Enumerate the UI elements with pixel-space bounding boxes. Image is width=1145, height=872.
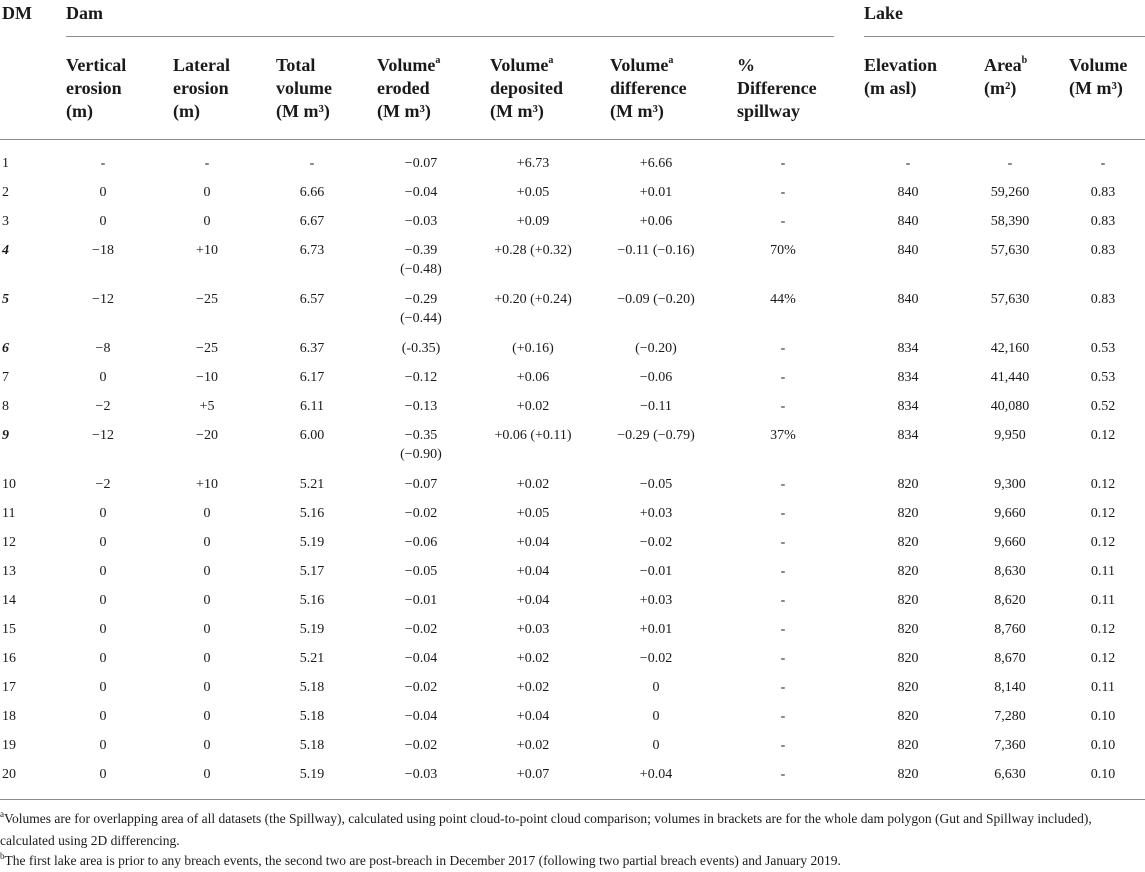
lateral-erosion-cell: −25 <box>196 292 218 307</box>
volume-cell: 0.12 <box>1090 506 1116 521</box>
table-row <box>0 291 1145 326</box>
volume-difference-cell: −0.02 <box>639 651 673 666</box>
header-rule <box>0 139 1145 140</box>
elevation-cell: 834 <box>897 428 919 443</box>
vertical-erosion-cell: 0 <box>99 767 107 782</box>
dm-cell: 8 <box>2 399 9 414</box>
lateral-erosion-cell: +10 <box>196 477 218 492</box>
footnote-a: $^a$Volumes are for overlapping area of all datasets (the Spillway), calculated using point cloud-to-point cloud comparison; volumes in brackets are for the whole dam polygon (Gut and Spillway included), calculated using 2D differencing. <box>0 809 1092 848</box>
col-header-volume-eroded: Volume$^a$ eroded (M m³) <box>377 55 441 121</box>
area-cell: 41,440 <box>990 370 1030 385</box>
volume-cell: 0.83 <box>1090 185 1116 200</box>
area-cell: 59,260 <box>990 185 1030 200</box>
vertical-erosion-cell: 0 <box>99 593 107 608</box>
table-row <box>0 476 1145 505</box>
elevation-cell: 834 <box>897 399 919 414</box>
area-cell: 57,630 <box>990 243 1030 258</box>
col-header-vertical-erosion: Vertical erosion (m) <box>66 55 127 121</box>
pct-difference-cell: 70% <box>770 243 796 258</box>
table-row <box>0 398 1145 427</box>
dm-cell: 18 <box>2 709 16 724</box>
volume-cell: 0.11 <box>1091 593 1115 608</box>
total-volume-cell: 6.57 <box>299 292 325 307</box>
total-volume-cell: 6.73 <box>299 243 325 258</box>
volume-eroded-cell: −0.35 (−0.90) <box>400 428 442 462</box>
total-volume-cell: 5.19 <box>299 622 325 637</box>
lateral-erosion-cell: 0 <box>203 622 211 637</box>
volume-cell: 0.12 <box>1090 477 1116 492</box>
vertical-erosion-cell: 0 <box>99 738 107 753</box>
volume-eroded-cell: −0.06 <box>404 535 438 550</box>
volume-cell: 0.10 <box>1090 738 1116 753</box>
volume-deposited-cell: +0.02 <box>516 738 550 753</box>
lateral-erosion-cell: 0 <box>203 564 211 579</box>
volume-cell: 0.11 <box>1091 564 1115 579</box>
vertical-erosion-cell: −2 <box>95 477 111 492</box>
volume-difference-cell: −0.06 <box>639 370 673 385</box>
lateral-erosion-cell: 0 <box>203 738 211 753</box>
vertical-erosion-cell: −8 <box>95 341 111 356</box>
volume-cell: 0.12 <box>1090 622 1116 637</box>
lateral-erosion-cell: 0 <box>203 709 211 724</box>
volume-cell: 0.83 <box>1090 292 1116 307</box>
volume-cell: 0.53 <box>1090 370 1116 385</box>
lateral-erosion-cell: −10 <box>196 370 218 385</box>
pct-difference-cell: - <box>780 738 786 753</box>
vertical-erosion-cell: −12 <box>92 292 114 307</box>
total-volume-cell: 6.17 <box>299 370 325 385</box>
volume-eroded-cell: −0.39 (−0.48) <box>400 243 442 277</box>
elevation-cell: 834 <box>897 370 919 385</box>
volume-eroded-cell: −0.05 <box>404 564 438 579</box>
total-volume-cell: 5.17 <box>299 564 325 579</box>
volume-eroded-cell: −0.02 <box>404 738 438 753</box>
area-cell: 9,660 <box>994 506 1026 521</box>
vertical-erosion-cell: - <box>100 156 106 171</box>
volume-eroded-cell: −0.02 <box>404 506 438 521</box>
volume-eroded-cell: −0.07 <box>404 156 438 171</box>
lateral-erosion-cell: +5 <box>199 399 215 414</box>
pct-difference-cell: - <box>780 564 786 579</box>
col-header-lateral-erosion: Lateral erosion (m) <box>173 55 230 121</box>
vertical-erosion-cell: 0 <box>99 214 107 229</box>
elevation-cell: 820 <box>897 564 919 579</box>
table-row <box>0 369 1145 398</box>
volume-cell: 0.52 <box>1090 399 1116 414</box>
volume-cell: 0.12 <box>1090 535 1116 550</box>
area-cell: 58,390 <box>990 214 1030 229</box>
lateral-erosion-cell: - <box>204 156 210 171</box>
volume-difference-cell: −0.11 <box>640 399 672 414</box>
pct-difference-cell: - <box>780 651 786 666</box>
volume-eroded-cell: −0.13 <box>404 399 438 414</box>
area-cell: 9,300 <box>994 477 1026 492</box>
col-header-volume: Volume (M m³) <box>1069 55 1128 98</box>
area-cell: 40,080 <box>990 399 1030 414</box>
elevation-cell: 820 <box>897 709 919 724</box>
area-cell: 8,620 <box>994 593 1026 608</box>
dm-cell: 15 <box>2 622 16 637</box>
dm-cell: 2 <box>2 185 9 200</box>
pct-difference-cell: - <box>780 767 786 782</box>
volume-difference-cell: +6.66 <box>639 156 673 171</box>
lateral-erosion-cell: −20 <box>196 428 218 443</box>
table-row <box>0 737 1145 766</box>
volume-cell: 0.83 <box>1090 243 1116 258</box>
total-volume-cell: 5.19 <box>299 535 325 550</box>
volume-eroded-cell: −0.12 <box>404 370 438 385</box>
volume-eroded-cell: −0.03 <box>404 214 438 229</box>
vertical-erosion-cell: 0 <box>99 506 107 521</box>
pct-difference-cell: - <box>780 185 786 200</box>
col-header-volume-difference: Volume$^a$ difference (M m³) <box>610 55 687 121</box>
table-row <box>0 708 1145 737</box>
volume-difference-cell: +0.04 <box>639 767 673 782</box>
volume-difference-cell: (−0.20) <box>635 341 677 356</box>
lake-group-heading: Lake <box>864 3 904 23</box>
elevation-cell: 820 <box>897 738 919 753</box>
vertical-erosion-cell: 0 <box>99 185 107 200</box>
col-header-total-volume: Total volume (M m³) <box>276 55 332 121</box>
vertical-erosion-cell: 0 <box>99 680 107 695</box>
area-cell: 9,950 <box>994 428 1026 443</box>
elevation-cell: 820 <box>897 506 919 521</box>
area-cell: 42,160 <box>990 341 1030 356</box>
elevation-cell: 820 <box>897 593 919 608</box>
volume-cell: - <box>1100 156 1106 171</box>
pct-difference-cell: - <box>780 535 786 550</box>
volume-eroded-cell: −0.03 <box>404 767 438 782</box>
total-volume-cell: 5.21 <box>299 477 325 492</box>
volume-deposited-cell: +0.03 <box>516 622 550 637</box>
total-volume-cell: 5.18 <box>299 680 325 695</box>
volume-deposited-cell: +0.02 <box>516 651 550 666</box>
table-bottom-rule <box>0 799 1145 800</box>
volume-eroded-cell: −0.04 <box>404 709 438 724</box>
dm-cell: 10 <box>2 477 16 492</box>
pct-difference-cell: 44% <box>770 292 796 307</box>
volume-eroded-cell: −0.02 <box>404 680 438 695</box>
volume-deposited-cell: +0.04 <box>516 564 550 579</box>
total-volume-cell: 6.66 <box>299 185 325 200</box>
area-cell: 57,630 <box>990 292 1030 307</box>
lateral-erosion-cell: −25 <box>196 341 218 356</box>
vertical-erosion-cell: −2 <box>95 399 111 414</box>
table-row <box>0 213 1145 242</box>
area-cell: 8,760 <box>994 622 1026 637</box>
total-volume-cell: 6.67 <box>299 214 325 229</box>
total-volume-cell: 6.37 <box>299 341 325 356</box>
volume-deposited-cell: +0.04 <box>516 709 550 724</box>
dm-cell: 17 <box>2 680 16 695</box>
elevation-cell: 840 <box>897 243 919 258</box>
volume-deposited-cell: +0.04 <box>516 593 550 608</box>
dm-cell: 4 <box>2 243 9 258</box>
table-row <box>0 621 1145 650</box>
pct-difference-cell: - <box>780 399 786 414</box>
volume-difference-cell: −0.29 (−0.79) <box>617 428 695 443</box>
table-row <box>0 505 1145 534</box>
volume-eroded-cell: −0.04 <box>404 185 438 200</box>
total-volume-cell: 6.00 <box>299 428 325 443</box>
vertical-erosion-cell: 0 <box>99 564 107 579</box>
table-row <box>0 340 1145 369</box>
volume-difference-cell: 0 <box>652 709 660 724</box>
area-cell: 8,630 <box>994 564 1026 579</box>
lateral-erosion-cell: 0 <box>203 767 211 782</box>
lake-spanner-rule <box>864 36 1145 37</box>
volume-eroded-cell: −0.04 <box>404 651 438 666</box>
vertical-erosion-cell: 0 <box>99 370 107 385</box>
elevation-cell: - <box>905 156 911 171</box>
volume-cell: 0.10 <box>1090 709 1116 724</box>
vertical-erosion-cell: 0 <box>99 651 107 666</box>
col-header-elevation: Elevation (m asl) <box>864 55 938 98</box>
volume-difference-cell: −0.02 <box>639 535 673 550</box>
footnote-b: $^b$The first lake area is prior to any breach events, the second two are post-breach in December 2017 (following two partial breach events) and January 2019. <box>0 851 841 868</box>
elevation-cell: 840 <box>897 292 919 307</box>
volume-difference-cell: −0.05 <box>639 477 673 492</box>
lateral-erosion-cell: 0 <box>203 506 211 521</box>
volume-deposited-cell: +0.02 <box>516 477 550 492</box>
pct-difference-cell: - <box>780 680 786 695</box>
total-volume-cell: 5.21 <box>299 651 325 666</box>
total-volume-cell: 5.19 <box>299 767 325 782</box>
lateral-erosion-cell: 0 <box>203 651 211 666</box>
lateral-erosion-cell: +10 <box>196 243 218 258</box>
total-volume-cell: 5.16 <box>299 506 325 521</box>
pct-difference-cell: - <box>780 506 786 521</box>
dm-cell: 6 <box>2 341 9 356</box>
dm-cell: 12 <box>2 535 16 550</box>
table-row <box>0 679 1145 708</box>
dm-cell: 7 <box>2 370 9 385</box>
elevation-cell: 840 <box>897 185 919 200</box>
dm-cell: 11 <box>2 506 16 521</box>
area-cell: 7,360 <box>994 738 1026 753</box>
pct-difference-cell: - <box>780 341 786 356</box>
lateral-erosion-cell: 0 <box>203 214 211 229</box>
area-cell: - <box>1007 156 1013 171</box>
volume-difference-cell: −0.09 (−0.20) <box>617 292 695 307</box>
dm-cell: 9 <box>2 428 9 443</box>
volume-difference-cell: +0.01 <box>639 185 673 200</box>
col-header-volume-deposited: Volume$^a$ deposited (M m³) <box>490 55 564 121</box>
volume-eroded-cell: (-0.35) <box>401 341 441 356</box>
dm-cell: 3 <box>2 214 9 229</box>
volume-cell: 0.12 <box>1090 651 1116 666</box>
area-cell: 9,660 <box>994 535 1026 550</box>
lateral-erosion-cell: 0 <box>203 680 211 695</box>
volume-deposited-cell: (+0.16) <box>512 341 554 356</box>
vertical-erosion-cell: 0 <box>99 622 107 637</box>
pct-difference-cell: - <box>780 214 786 229</box>
table-row <box>0 563 1145 592</box>
table-row <box>0 155 1145 184</box>
volume-deposited-cell: +0.20 (+0.24) <box>494 292 572 307</box>
volume-deposited-cell: +0.06 (+0.11) <box>494 428 572 443</box>
elevation-cell: 820 <box>897 767 919 782</box>
total-volume-cell: 5.18 <box>299 709 325 724</box>
volume-cell: 0.11 <box>1091 680 1115 695</box>
volume-difference-cell: −0.11 (−0.16) <box>617 243 695 258</box>
pct-difference-cell: - <box>780 477 786 492</box>
volume-cell: 0.10 <box>1090 767 1116 782</box>
lateral-erosion-cell: 0 <box>203 535 211 550</box>
elevation-cell: 820 <box>897 535 919 550</box>
table-row <box>0 592 1145 621</box>
volume-cell: 0.12 <box>1090 428 1116 443</box>
area-cell: 8,670 <box>994 651 1026 666</box>
dam-spanner-rule <box>66 36 834 37</box>
volume-deposited-cell: +0.06 <box>516 370 550 385</box>
volume-deposited-cell: +0.02 <box>516 680 550 695</box>
dm-cell: 5 <box>2 292 9 307</box>
volume-difference-cell: 0 <box>652 680 660 695</box>
volume-deposited-cell: +6.73 <box>516 156 550 171</box>
table-row <box>0 427 1145 462</box>
table-row <box>0 650 1145 679</box>
pct-difference-cell: - <box>780 370 786 385</box>
volume-deposited-cell: +0.05 <box>516 185 550 200</box>
volume-eroded-cell: −0.29 (−0.44) <box>400 292 442 326</box>
volume-deposited-cell: +0.28 (+0.32) <box>494 243 572 258</box>
volume-eroded-cell: −0.02 <box>404 622 438 637</box>
volume-difference-cell: +0.01 <box>639 622 673 637</box>
area-cell: 6,630 <box>994 767 1026 782</box>
table-row <box>0 184 1145 213</box>
area-cell: 8,140 <box>994 680 1026 695</box>
dm-cell: 14 <box>2 593 16 608</box>
volume-difference-cell: +0.03 <box>639 506 673 521</box>
col-header-pct-difference-spillway: % Difference spillway <box>737 55 817 121</box>
pct-difference-cell: - <box>780 709 786 724</box>
dm-cell: 13 <box>2 564 16 579</box>
col-header-area: Area$^b$ (m²) <box>984 55 1028 98</box>
table-row <box>0 534 1145 563</box>
volume-cell: 0.53 <box>1090 341 1116 356</box>
lateral-erosion-cell: 0 <box>203 185 211 200</box>
dm-cell: 16 <box>2 651 16 666</box>
pct-difference-cell: - <box>780 622 786 637</box>
pct-difference-cell: - <box>780 593 786 608</box>
total-volume-cell: - <box>309 156 315 171</box>
dm-cell: 19 <box>2 738 16 753</box>
volume-deposited-cell: +0.04 <box>516 535 550 550</box>
table-row <box>0 242 1145 277</box>
volume-difference-cell: +0.03 <box>639 593 673 608</box>
vertical-erosion-cell: −18 <box>92 243 114 258</box>
volume-deposited-cell: +0.02 <box>516 399 550 414</box>
dam-group-heading: Dam <box>66 3 103 23</box>
vertical-erosion-cell: 0 <box>99 709 107 724</box>
volume-deposited-cell: +0.09 <box>516 214 550 229</box>
dm-group-heading: DM <box>2 3 32 23</box>
elevation-cell: 820 <box>897 651 919 666</box>
volume-difference-cell: +0.06 <box>639 214 673 229</box>
pct-difference-cell: - <box>780 156 786 171</box>
table-row <box>0 766 1145 795</box>
volume-cell: 0.83 <box>1090 214 1116 229</box>
volume-eroded-cell: −0.01 <box>404 593 438 608</box>
volume-eroded-cell: −0.07 <box>404 477 438 492</box>
area-cell: 7,280 <box>994 709 1026 724</box>
elevation-cell: 820 <box>897 622 919 637</box>
total-volume-cell: 5.18 <box>299 738 325 753</box>
elevation-cell: 820 <box>897 477 919 492</box>
vertical-erosion-cell: −12 <box>92 428 114 443</box>
volume-difference-cell: 0 <box>652 738 660 753</box>
volume-deposited-cell: +0.05 <box>516 506 550 521</box>
total-volume-cell: 6.11 <box>300 399 324 414</box>
dm-cell: 20 <box>2 767 16 782</box>
elevation-cell: 840 <box>897 214 919 229</box>
volume-difference-cell: −0.01 <box>639 564 673 579</box>
volume-deposited-cell: +0.07 <box>516 767 550 782</box>
total-volume-cell: 5.16 <box>299 593 325 608</box>
vertical-erosion-cell: 0 <box>99 535 107 550</box>
dm-cell: 1 <box>2 156 9 171</box>
lateral-erosion-cell: 0 <box>203 593 211 608</box>
elevation-cell: 820 <box>897 680 919 695</box>
pct-difference-cell: 37% <box>770 428 796 443</box>
elevation-cell: 834 <box>897 341 919 356</box>
